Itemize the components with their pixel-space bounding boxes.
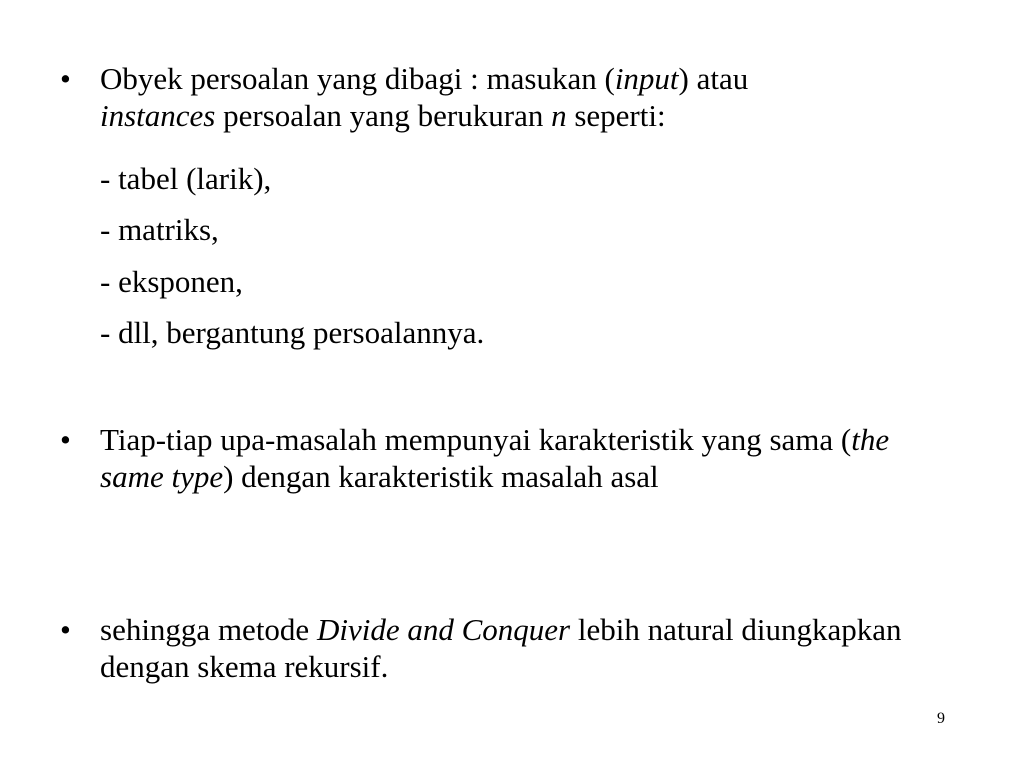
bullet-text-italic: the same type xyxy=(100,422,890,494)
bullet-text-part: Tiap-tiap upa-masalah mempunyai karakteristik yang sama ( xyxy=(100,422,852,457)
bullet-text xyxy=(100,60,960,134)
bullet-text-part: lebih natural diungkapkan dengan skema rekursif. xyxy=(100,612,902,684)
bullet-text-part: persoalan yang berukuran xyxy=(215,98,552,133)
bullet-text-italic: instances xyxy=(100,98,216,133)
bullet-item-method xyxy=(60,611,960,685)
bullet-text xyxy=(100,611,960,685)
bullet-dot: • xyxy=(60,422,71,457)
bullet-dot: • xyxy=(60,612,71,647)
sub-item-exponent: - eksponen, xyxy=(100,264,243,299)
bullet-text-part: Obyek persoalan yang dibagi : masukan ( xyxy=(100,61,615,96)
bullet-text-part: sehingga metode xyxy=(100,612,317,647)
bullet-text-italic: Divide and Conquer xyxy=(316,612,571,647)
sub-item-etc: - dll, bergantung persoalannya. xyxy=(100,315,485,350)
bullet-text-part: ) dengan karakteristik masalah asal xyxy=(223,459,659,494)
bullet-text-italic: input xyxy=(614,61,679,96)
bullet-item-subproblems xyxy=(60,421,960,495)
bullet-text xyxy=(100,421,960,495)
sub-item-matrix: - matriks, xyxy=(100,212,219,247)
page-number: 9 xyxy=(937,710,945,727)
bullet-text-part: ) atau xyxy=(678,61,749,96)
sub-item-table: - tabel (larik), xyxy=(100,161,272,196)
bullet-text-part: seperti: xyxy=(566,98,666,133)
bullet-dot: • xyxy=(60,61,71,96)
bullet-text-italic: n xyxy=(551,98,567,133)
bullet-item-objects xyxy=(60,60,960,134)
